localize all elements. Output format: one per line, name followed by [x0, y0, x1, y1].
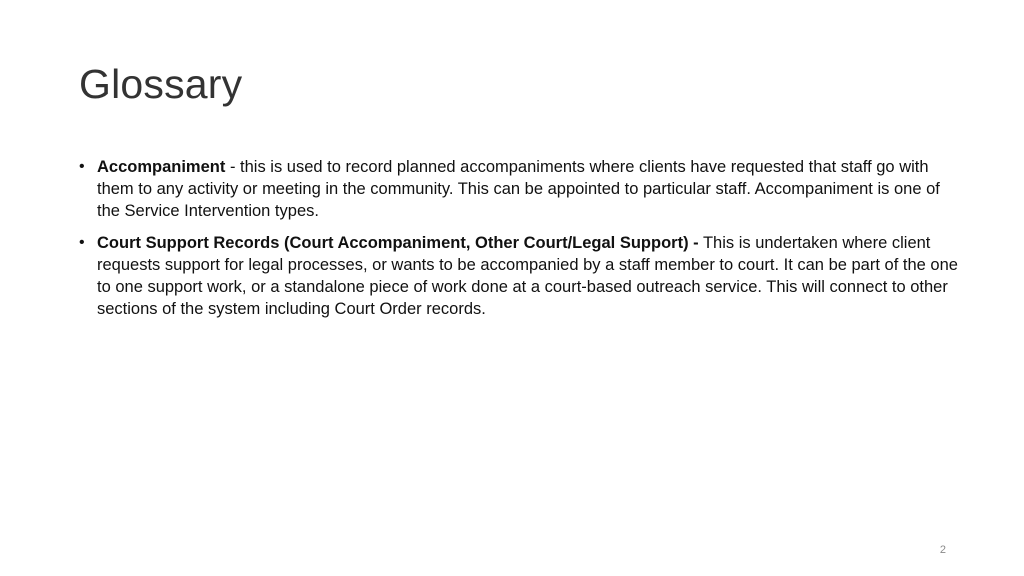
glossary-term: Court Support Records (Court Accompaniment, Other Court/Legal Support) - — [97, 234, 699, 252]
slide-title: Glossary — [79, 61, 243, 107]
glossary-item-court-support-records — [79, 232, 959, 320]
glossary-definition: This is undertaken where client requests support for legal processes, or wants to be accompanied by a staff member to court. It can be part of the one to one support work, or a standalone piece of work done at a court-based outreach service. This will connect to other sections of the system including Court Order records. — [97, 234, 958, 318]
glossary-definition: this is used to record planned accompaniments where clients have requested that staff go with them to any activity or meeting in the community. This can be appointed to particular staff. Accompaniment is one of the Service Intervention types. — [97, 158, 940, 220]
glossary-term: Accompaniment — [97, 158, 226, 176]
glossary-item-accompaniment — [79, 156, 959, 222]
bullet-icon: • — [79, 234, 85, 251]
bullet-icon: • — [79, 158, 85, 175]
glossary-separator: - — [225, 158, 241, 176]
glossary-list — [79, 156, 959, 330]
page-number: 2 — [939, 544, 946, 556]
